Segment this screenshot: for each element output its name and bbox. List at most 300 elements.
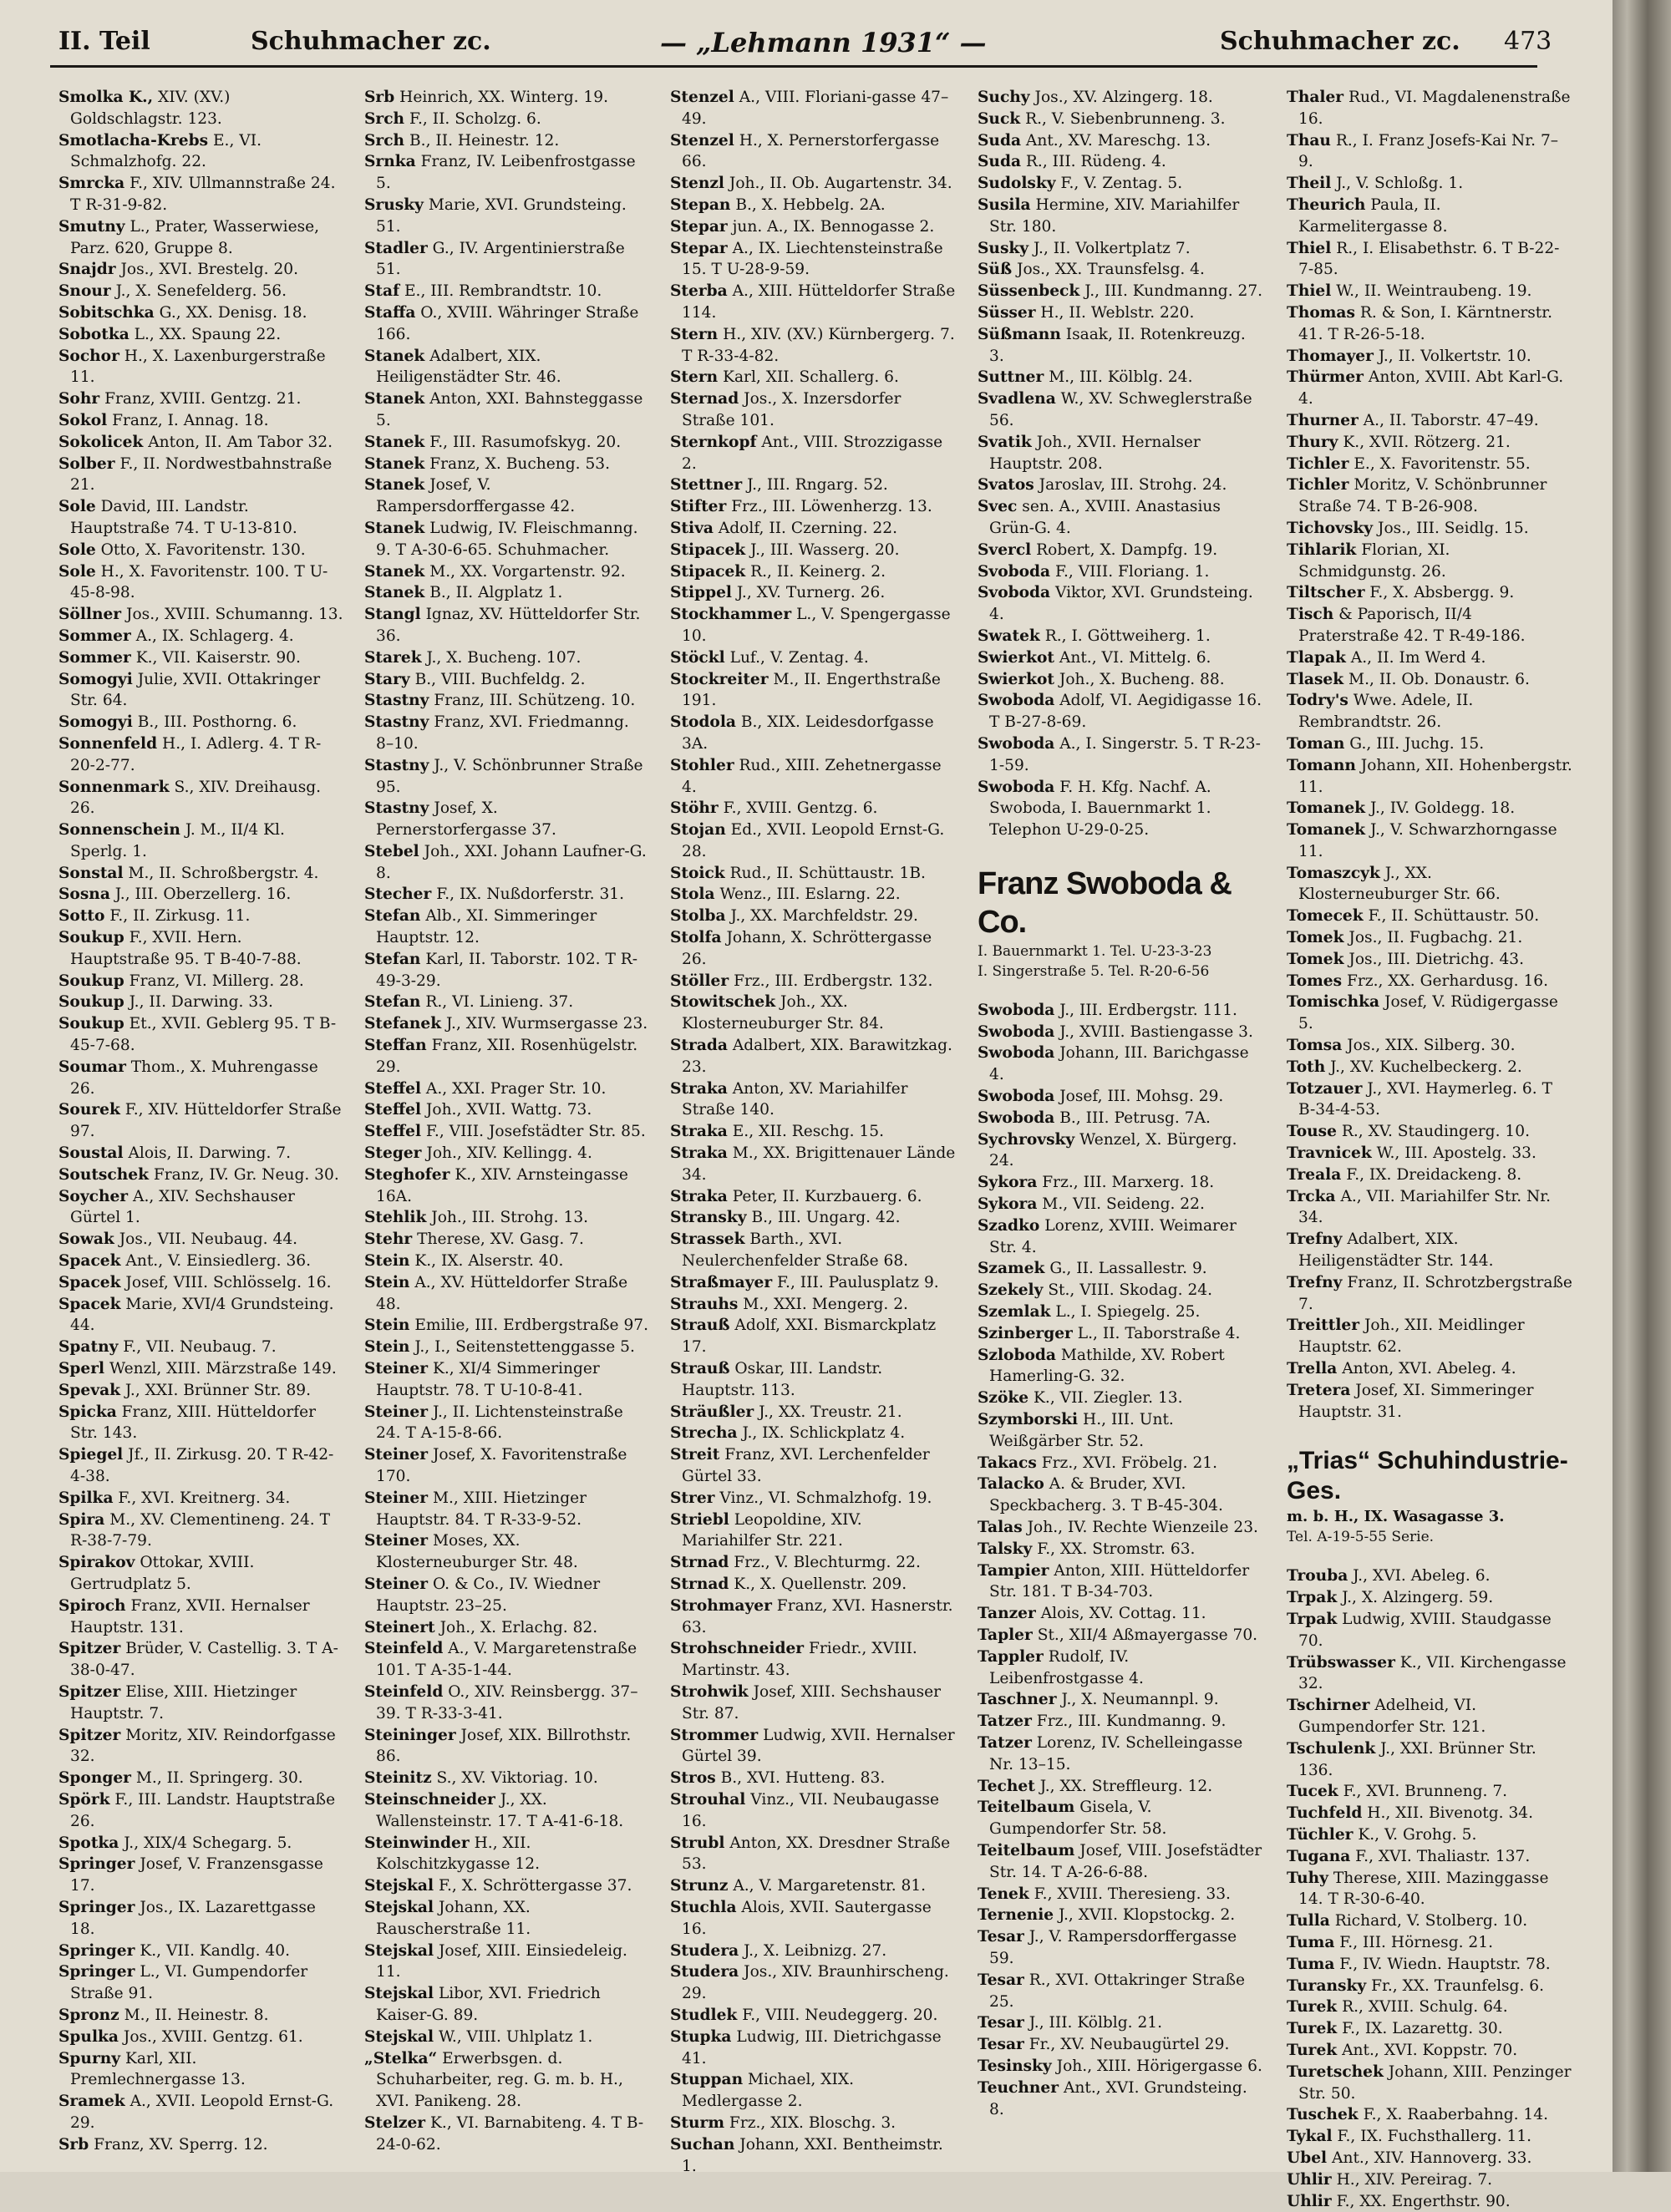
entry-address: B., II. Heinestr. 12.	[404, 131, 560, 150]
entry-address: K., XI/4 Simmeringer Hauptstr. 78. T U-10-8-41.	[376, 1360, 600, 1399]
entry-name: Tichovsky	[1287, 519, 1374, 537]
entry-address: Jos., II. Fugbachg. 21.	[1343, 929, 1523, 947]
directory-entry	[670, 1682, 956, 1725]
entry-address: L., V. Spengergasse 10.	[682, 606, 951, 645]
page-edge-shadow	[1613, 0, 1671, 2172]
entry-address: R., I. Göttweiherg. 1.	[1039, 627, 1211, 645]
entry-address: M., III. Kölblg. 24.	[1044, 368, 1193, 387]
entry-name: Tykal	[1287, 2128, 1333, 2146]
directory-entry	[364, 906, 650, 949]
entry-name: Tulla	[1287, 1912, 1330, 1930]
entry-address: Josef, V. Rüdigergasse 5.	[1298, 993, 1558, 1033]
directory-entry	[670, 432, 956, 475]
directory-entry	[1287, 1976, 1572, 1997]
entry-name: Strauhs	[670, 1295, 739, 1313]
entry-address: K., VI. Barnabiteng. 4. T B-24-0-62.	[376, 2113, 644, 2154]
directory-entry	[670, 324, 956, 368]
directory-entry	[670, 1897, 956, 1941]
entry-name: Tesar	[978, 1971, 1024, 1989]
directory-entry	[58, 1682, 344, 1725]
entry-address: H., I. Adlerg. 4. T R-20-2-77.	[70, 734, 322, 774]
directory-entry	[978, 1603, 1263, 1625]
entry-address: St., XII/4 Aßmayergasse 70.	[1032, 1626, 1258, 1644]
entry-name: Strohschneider	[670, 1640, 805, 1658]
entry-name: Stupka	[670, 2027, 732, 2046]
entry-address: J., V. Schönbrunner Straße 95.	[376, 756, 643, 796]
directory-entry	[1287, 733, 1572, 755]
directory-entry	[58, 626, 344, 647]
directory-entry	[670, 927, 956, 971]
entry-name: Sole	[58, 540, 96, 559]
entry-address: Emilie, III. Erdbergstraße 97.	[409, 1317, 649, 1335]
entry-name: Tappler	[978, 1647, 1044, 1666]
entry-address: Thom., X. Muhrengasse 26.	[70, 1058, 318, 1098]
directory-entry	[58, 2091, 344, 2134]
directory-entry	[58, 1509, 344, 1553]
directory-entry	[1287, 1229, 1572, 1272]
header-rule	[50, 65, 1537, 68]
entry-address: Marie, XVI/4 Grundsteing. 44.	[70, 1295, 334, 1335]
directory-entry	[1287, 1695, 1572, 1738]
entry-address: Rud., XIII. Zehetnergasse 4.	[682, 756, 942, 796]
directory-entry	[364, 647, 650, 669]
entry-address: Jos., XVI. Brestelg. 20.	[115, 261, 299, 279]
entry-name: Thiel	[1287, 239, 1332, 257]
directory-entry	[1287, 1954, 1572, 1976]
entry-address: F., XVII. Hern. Hauptstraße 95. T B-40-7-88.	[70, 929, 302, 968]
directory-entry	[978, 2078, 1263, 2121]
directory-entry	[670, 561, 956, 583]
entry-address: A., I. Singerstr. 5. T R-23-1-59.	[989, 734, 1261, 774]
directory-entry	[58, 971, 344, 992]
entry-address: M., II. Springerg. 30.	[130, 1769, 303, 1788]
entry-address: W., II. Weintraubeng. 19.	[1331, 282, 1532, 301]
entry-address: Julie, XVII. Ottakringer Str. 64.	[70, 670, 321, 710]
entry-name: Smotlacha-Krebs	[58, 131, 209, 150]
entry-address: Anton, XVI. Abeleg. 4.	[1337, 1360, 1516, 1378]
directory-entry	[670, 2113, 956, 2134]
directory-entry	[1287, 1380, 1572, 1423]
entry-address: David, III. Landstr. Hauptstraße 74. T U-13-810.	[70, 498, 297, 537]
directory-entry	[670, 863, 956, 885]
entry-name: Stanek	[364, 433, 425, 451]
directory-entry	[58, 2048, 344, 2092]
directory-entry	[1287, 518, 1572, 540]
entry-address: J., XX. Marchfeldstr. 29.	[725, 907, 918, 926]
entry-name: Sperl	[58, 1360, 105, 1378]
entry-address: G., XX. Denisg. 18.	[154, 303, 307, 322]
entry-address: Josef, XIII. Einsiedeleig. 11.	[376, 1941, 627, 1981]
directory-entry	[58, 1099, 344, 1143]
directory-entry	[978, 496, 1263, 540]
directory-entry	[978, 582, 1263, 626]
entry-name: Strer	[670, 1489, 715, 1507]
entry-address: F., III. Hörnesg. 21.	[1334, 1933, 1493, 1951]
entry-address: Franz, X. Bucheng. 53.	[424, 454, 611, 473]
entry-name: Swoboda	[978, 692, 1055, 710]
entry-address: F., XVIII. Theresieng. 33.	[1029, 1885, 1231, 1903]
entry-address: Adelheid, VI. Gumpendorfer Str. 121.	[1298, 1697, 1486, 1736]
entry-name: Springer	[58, 1963, 135, 1981]
entry-name: Teuchner	[978, 2078, 1059, 2097]
entry-name: Treala	[1287, 1165, 1342, 1184]
entry-address: Franz, XVI. Hasnerstr. 63.	[682, 1596, 953, 1636]
directory-entry	[978, 647, 1263, 669]
entry-name: Tomann	[1287, 756, 1356, 774]
entry-address: Adolf, II. Czerning. 22.	[713, 519, 897, 537]
entry-name: Tesar	[978, 1928, 1024, 1946]
directory-entry	[1287, 863, 1572, 906]
entry-name: Tomischka	[1287, 993, 1380, 1012]
directory-entry	[364, 1121, 650, 1143]
entry-address: Vinz., VI. Schmalzhofg. 19.	[714, 1489, 932, 1507]
directory-entry	[1287, 2040, 1572, 2062]
directory-entry	[364, 2113, 650, 2156]
entry-address: K., XVII. Rötzerg. 21.	[1338, 433, 1511, 451]
directory-entry	[1287, 346, 1572, 368]
directory-entry	[978, 173, 1263, 195]
entry-name: Stolfa	[670, 929, 722, 947]
directory-entry	[1287, 1803, 1572, 1824]
entry-name: Tretera	[1287, 1381, 1351, 1399]
directory-entry	[58, 1596, 344, 1639]
directory-entry	[1287, 454, 1572, 475]
entry-address: F., XIV. Hütteldorfer Straße 97.	[70, 1101, 342, 1141]
entry-address: A., VII. Mariahilfer Str. Nr. 34.	[1298, 1187, 1552, 1227]
directory-entry	[58, 1251, 344, 1272]
entry-name: Tisch	[1287, 606, 1334, 624]
entry-address: B., XIX. Leidesdorfgasse 3A.	[682, 713, 934, 753]
entry-address: L., II. Taborstraße 4.	[1072, 1324, 1241, 1342]
directory-entry	[978, 195, 1263, 238]
directory-entry	[978, 367, 1263, 388]
directory-entry	[58, 388, 344, 410]
entry-name: Turek	[1287, 1998, 1338, 2017]
directory-entry	[58, 173, 344, 216]
entry-name: Tugana	[1287, 1847, 1351, 1865]
directory-entry	[364, 238, 650, 282]
entry-name: Turetschek	[1287, 2062, 1384, 2081]
entry-name: Steininger	[364, 1726, 456, 1744]
directory-entry	[1287, 755, 1572, 799]
entry-address: M., XV. Clementineng. 24. T R-38-7-79.	[70, 1510, 331, 1550]
entry-name: Stenzl	[670, 175, 724, 193]
directory-entry	[364, 1488, 650, 1531]
directory-entry	[978, 1711, 1263, 1733]
entry-name: Talsky	[978, 1540, 1033, 1558]
directory-entry	[670, 2069, 956, 2113]
entry-address: J., XIX/4 Schegarg. 5.	[119, 1834, 292, 1852]
entry-address: Rud., VI. Magdalenenstraße 16.	[1298, 89, 1571, 128]
directory-entry	[364, 195, 650, 238]
entry-name: Smutny	[58, 217, 125, 236]
entry-name: Stadler	[364, 239, 428, 257]
entry-name: Sole	[58, 498, 96, 516]
entry-name: Soycher	[58, 1187, 129, 1205]
directory-entry	[670, 1358, 956, 1402]
entry-name: Stuppan	[670, 2071, 744, 2089]
entry-address: J., V. Schloßg. 1.	[1331, 175, 1464, 193]
directory-entry	[670, 906, 956, 927]
entry-name: Turek	[1287, 2041, 1338, 2059]
entry-name: Tichler	[1287, 476, 1349, 495]
entry-name: Smrcka	[58, 175, 125, 193]
entry-name: Spulka	[58, 2027, 119, 2046]
entry-address: M., II. Ob. Donaustr. 6.	[1343, 670, 1530, 688]
entry-name: Tatzer	[978, 1712, 1032, 1731]
entry-name: Steiner	[364, 1532, 429, 1550]
entry-name: Spacek	[58, 1273, 121, 1291]
entry-name: Somogyi	[58, 713, 133, 732]
entry-name: Sole	[58, 562, 96, 581]
entry-address: L., XX. Spaung 22.	[129, 325, 282, 343]
directory-entry	[670, 388, 956, 432]
directory-entry	[364, 1229, 650, 1251]
entry-name: Teitelbaum	[978, 1799, 1075, 1817]
entry-name: Sponger	[58, 1769, 131, 1788]
directory-entry	[1287, 604, 1572, 647]
entry-name: Stefan	[364, 907, 421, 926]
entry-address: Fr., XX. Traunfelsg. 6.	[1366, 1976, 1545, 1995]
entry-address: J., IX. Schlickplatz 4.	[737, 1424, 906, 1443]
directory-entry	[58, 324, 344, 346]
entry-address: F., II. Scholzg. 6.	[404, 109, 541, 128]
directory-entry	[1287, 1358, 1572, 1380]
entry-address: Oskar, III. Landstr. Hauptstr. 113.	[682, 1360, 883, 1399]
entry-address: K., X. Quellenstr. 209.	[729, 1575, 907, 1593]
entry-name: Srnka	[364, 153, 416, 171]
entry-name: Strohmayer	[670, 1596, 772, 1615]
directory-entry	[670, 604, 956, 647]
entry-name: Steinert	[364, 1618, 435, 1636]
entry-address: J., III. Rngarg. 52.	[742, 476, 888, 495]
entry-address: A., XIV. Sechshauser Gürtel 1.	[70, 1187, 295, 1227]
entry-address: F., IV. Wiedn. Hauptstr. 78.	[1334, 1955, 1551, 1973]
entry-address: M., II. Schroßbergstr. 4.	[123, 864, 319, 882]
entry-name: Stanek	[364, 454, 425, 473]
advertisement-line: I. Bauernmarkt 1. Tel. U-23-3-23	[978, 942, 1212, 960]
entry-address: Wenzl, XIII. Märzstraße 149.	[104, 1360, 337, 1378]
directory-entry	[670, 1078, 956, 1122]
entry-name: Straka	[670, 1123, 728, 1141]
entry-address: J., X. Leibnizg. 27.	[739, 1941, 887, 1960]
entry-address: Ed., XVII. Leopold Ernst-G. 28.	[682, 821, 945, 860]
entry-name: Thürmer	[1287, 368, 1364, 387]
entry-name: Swierkot	[978, 670, 1054, 688]
entry-address: Hermine, XIV. Mariahilfer Str. 180.	[989, 195, 1240, 236]
entry-address: Ludwig, III. Dietrichgasse 41.	[682, 2027, 942, 2067]
entry-name: Staf	[364, 282, 400, 301]
directory-entry	[670, 819, 956, 863]
entry-name: Stockhammer	[670, 606, 792, 624]
entry-address: J., X. Neumannpl. 9.	[1056, 1691, 1219, 1709]
directory-entry	[58, 1768, 344, 1789]
entry-address: Viktor, XVI. Grundsteing. 4.	[989, 584, 1253, 624]
entry-name: Steiner	[364, 1489, 429, 1507]
directory-entry	[670, 647, 956, 669]
entry-name: Süß	[978, 261, 1013, 279]
entry-name: Stodola	[670, 713, 736, 732]
entry-name: Stifter	[670, 498, 727, 516]
directory-entry	[364, 1833, 650, 1876]
entry-address: B., XVI. Hutteng. 83.	[715, 1769, 886, 1788]
entry-name: Süsser	[978, 303, 1036, 322]
entry-address: A., XVII. Leopold Ernst-G. 29.	[70, 2093, 334, 2132]
directory-entry	[978, 1022, 1263, 1043]
directory-entry	[670, 2005, 956, 2027]
entry-address: Luf., V. Zentag. 4.	[724, 648, 869, 667]
directory-entry	[978, 302, 1263, 324]
entry-name: Steiner	[364, 1575, 429, 1593]
entry-name: Sonstal	[58, 864, 124, 882]
entry-address: F., VII. Neubaug. 7.	[118, 1338, 277, 1357]
directory-entry	[978, 1172, 1263, 1194]
directory-entry	[1287, 87, 1572, 130]
directory-entry	[1287, 1186, 1572, 1230]
directory-entry	[670, 1186, 956, 1208]
entry-address: F., XIV. Ullmannstraße 24. T R-31-9-82.	[70, 175, 336, 214]
directory-entry	[58, 1143, 344, 1164]
entry-address: A., V. Margaretenstraße 101. T A-35-1-44.	[376, 1640, 637, 1680]
entry-address: Karl, XII. Premlechnergasse 13.	[70, 2049, 246, 2089]
entry-name: Szöke	[978, 1389, 1029, 1408]
entry-name: Sramek	[58, 2093, 125, 2111]
entry-address: K., VII. Kandlg. 40.	[135, 1941, 291, 1960]
entry-name: Sykora	[978, 1174, 1038, 1192]
entry-name: Sternkopf	[670, 433, 757, 451]
directory-entry	[1287, 582, 1572, 604]
entry-address: Wenzel, X. Bürgerg. 24.	[989, 1130, 1237, 1170]
entry-address: F., III. Paulusplatz 9.	[772, 1273, 939, 1291]
entry-address: G., III. Juchg. 15.	[1344, 734, 1485, 753]
directory-entry	[670, 1596, 956, 1639]
directory-entry	[978, 2056, 1263, 2078]
entry-address: Johann, XX. Rauscherstraße 11.	[376, 1898, 531, 1938]
entry-name: Tomecek	[1287, 907, 1364, 926]
directory-entry	[1287, 1587, 1572, 1609]
entry-name: Tomes	[1287, 972, 1343, 990]
directory-entry	[978, 733, 1263, 777]
directory-entry	[58, 432, 344, 454]
directory-entry	[978, 130, 1263, 152]
directory-entry	[364, 949, 650, 992]
directory-entry	[978, 151, 1263, 173]
entry-address: J., X. Senefelderg. 56.	[110, 282, 287, 301]
entry-address: Wenz., III. Eslarng. 22.	[714, 885, 901, 904]
entry-address: G., II. Lassallestr. 9.	[1044, 1260, 1207, 1278]
entry-name: Stangl	[364, 606, 421, 624]
entry-name: Swoboda	[978, 778, 1055, 796]
entry-name: Susila	[978, 195, 1031, 214]
directory-entry	[364, 1444, 650, 1488]
entry-address: M., XX. Vorgartenstr. 92.	[424, 562, 626, 581]
entry-name: Solber	[58, 454, 115, 473]
entry-address: Josef, X. Favoritenstraße 170.	[376, 1446, 627, 1485]
entry-address: Franz, XII. Rosenhügelstr. 29.	[376, 1037, 638, 1076]
entry-name: Sonnenmark	[58, 778, 170, 796]
entry-address: R., V. Siebenbrunneng. 3.	[1020, 109, 1226, 128]
entry-address: W., XV. Schweglerstraße 56.	[989, 390, 1252, 429]
entry-name: Springer	[58, 1941, 135, 1960]
entry-address: J., XX. Streffleurg. 12.	[1034, 1777, 1213, 1795]
directory-entry	[1287, 1932, 1572, 1954]
entry-name: Stippel	[670, 584, 732, 602]
entry-name: Stein	[364, 1252, 410, 1271]
directory-entry	[978, 1194, 1263, 1215]
page-header	[50, 18, 1552, 65]
entry-address: Joh., XIV. Kellingg. 4.	[421, 1144, 592, 1163]
entry-name: Spurny	[58, 2049, 121, 2067]
entry-name: Sonnenfeld	[58, 734, 158, 753]
directory-entry	[1287, 2062, 1572, 2105]
entry-address: J., XVIII. Bastiengasse 3.	[1054, 1022, 1253, 1041]
entry-address: J., III. Oberzellerg. 16.	[109, 885, 292, 904]
directory-entry	[364, 1941, 650, 1984]
directory-entry	[1287, 1164, 1572, 1186]
entry-name: Steghofer	[364, 1165, 450, 1184]
directory-entry	[58, 1552, 344, 1596]
entry-address: F., VIII. Neudeggerg. 20.	[737, 2006, 938, 2024]
directory-entry	[58, 647, 344, 669]
entry-name: Strouhal	[670, 1790, 746, 1809]
entry-name: Staffa	[364, 303, 416, 322]
entry-address: Ludwig, XVII. Hernalser Gürtel 39.	[682, 1726, 955, 1766]
directory-entry	[978, 388, 1263, 432]
entry-address: J., XX. Wallensteinstr. 17. T A-41-6-18.	[376, 1790, 624, 1830]
directory-entry	[58, 87, 344, 130]
entry-address: B., VIII. Buchfeldg. 2.	[409, 670, 586, 688]
directory-entry	[670, 712, 956, 755]
entry-address: Johann, III. Barichgasse 4.	[989, 1044, 1249, 1084]
entry-address: Karl, XII. Schallerg. 6.	[718, 368, 899, 387]
directory-entry	[364, 151, 650, 195]
entry-name: Sobotka	[58, 325, 130, 343]
entry-name: Springer	[58, 1898, 135, 1916]
entry-address: Jos., X. Inzersdorfer Straße 101.	[682, 390, 902, 429]
entry-address: F. H. Kfg. Nachf. A. Swoboda, I. Bauernmarkt 1. Telephon U-29-0-25.	[989, 778, 1211, 840]
entry-address: G., IV. Argentinierstraße 51.	[376, 239, 625, 279]
directory-entry	[1287, 992, 1572, 1035]
directory-entry	[670, 1509, 956, 1553]
entry-address: J., XVII. Klopstockg. 2.	[1054, 1906, 1236, 1925]
entry-address: Richard, V. Stolberg. 10.	[1329, 1912, 1528, 1930]
directory-entry	[670, 1961, 956, 2005]
entry-name: Stepan	[670, 195, 731, 214]
entry-address: H., X. Laxenburgerstraße 11.	[70, 347, 326, 387]
entry-address: Joh., IV. Rechte Wienzeile 23.	[1022, 1519, 1258, 1537]
directory-entry	[58, 496, 344, 540]
entry-address: J., V. Rampersdorffergasse 59.	[989, 1928, 1237, 1967]
entry-address: Franz, XVIII. Gentzg. 21.	[99, 390, 302, 408]
entry-name: Strubl	[670, 1834, 725, 1852]
entry-address: Therese, XV. Gasg. 7.	[412, 1230, 584, 1249]
directory-entry	[1287, 1121, 1572, 1143]
entry-name: Svoboda	[978, 584, 1051, 602]
entry-address: A., XV. Hütteldorfer Straße 48.	[376, 1273, 628, 1313]
directory-entry	[364, 712, 650, 755]
directory-entry	[978, 2034, 1263, 2056]
entry-name: Strassek	[670, 1230, 745, 1249]
entry-address: H., X. Pernerstorfergasse 66.	[682, 131, 940, 171]
entry-name: Spirakov	[58, 1554, 135, 1572]
directory-entry	[670, 1229, 956, 1272]
entry-address: J., III. Wasserg. 20.	[745, 540, 900, 559]
entry-address: F., XVI. Thaliastr. 137.	[1350, 1847, 1531, 1865]
directory-entry	[1287, 1868, 1572, 1911]
entry-address: O. & Co., IV. Wiedner Hauptstr. 23–25.	[376, 1575, 601, 1615]
entry-name: Trefny	[1287, 1273, 1343, 1291]
entry-address: R. & Son, I. Kärntnerstr. 41. T R-26-5-18.	[1298, 303, 1552, 343]
